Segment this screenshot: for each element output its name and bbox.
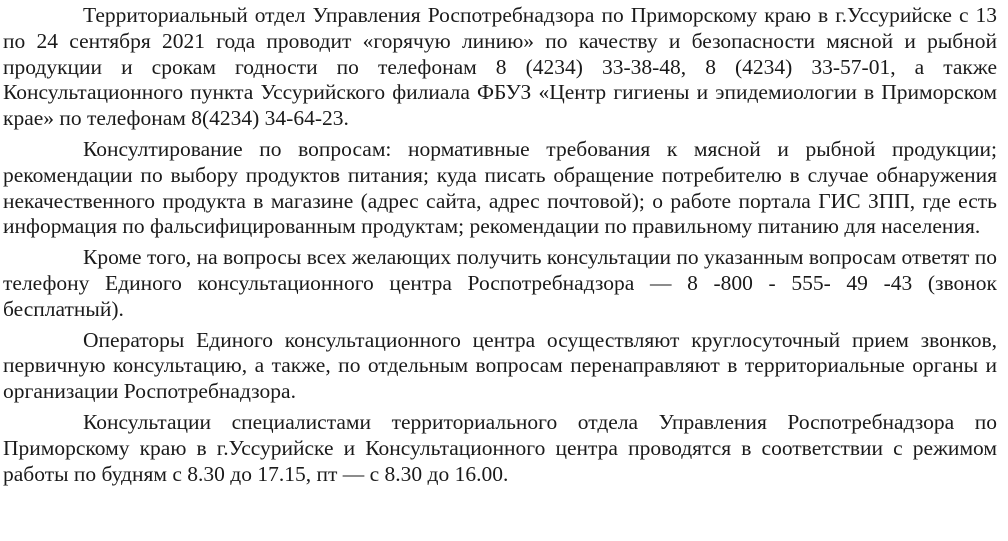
paragraph-unified-center-phone: Кроме того, на вопросы всех желающих получить консультации по указанным вопросам ответят по телефону Единого консультационного центра Роспотребнадзора — 8 -800 - 555- 49 -43 (звонок бесплатный). (3, 245, 997, 321)
paragraph-working-hours: Консультации специалистами территориального отдела Управления Роспотребнадзора по Приморскому краю в г.Уссурийске и Консультационного центра проводятся в соответствии с режимом работы по будням с 8.30 до 17.15, пт — с 8.30 до 16.00. (3, 409, 997, 486)
paragraph-consultation-topics: Консултирование по вопросам: нормативные требования к мясной и рыбной продукции; рекомендации по выбору продуктов питания; куда писать обращение потребителю в случае обнаружения некачественного продукта в магазине (адрес сайта, адрес почтовой); о работе портала ГИС ЗПП, где есть информация по фальсифицированным продуктам; рекомендации по правильному питанию для населения. (3, 136, 997, 239)
paragraph-hotline-announcement: Территориальный отдел Управления Роспотребнадзора по Приморскому краю в г.Уссурийске с 13 по 24 сентября 2021 года проводит «горячую линию» по качеству и безопасности мясной и рыбной продукции и срокам годности по телефонам 8 (4234) 33-38-48, 8 (4234) 33-57-01, а также Консультационного пункта Уссурийского филиала ФБУЗ «Центр гигиены и эпидемиологии в Приморском крае» по телефонам 8(4234) 34-64-23. (3, 3, 997, 131)
paragraph-operators: Операторы Единого консультационного центра осуществляют круглосуточный прием звонков, первичную консультацию, а также, по отдельным вопросам перенаправляют в территориальные органы и организации Роспотребнадзора. (3, 327, 997, 404)
document-body (3, 3, 997, 487)
